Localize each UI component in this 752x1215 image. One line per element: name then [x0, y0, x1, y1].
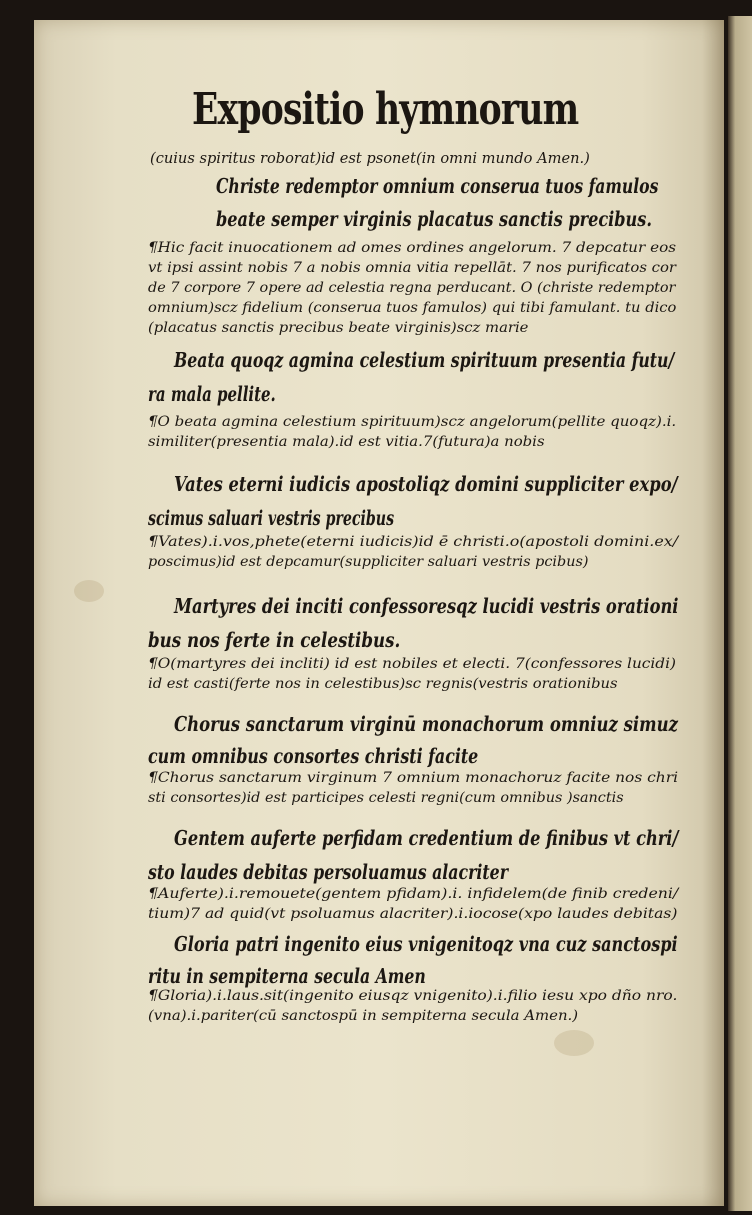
- page-fold-shadow: [702, 20, 724, 1206]
- verse-line: beate semper virginis placatus sanctis precibus.: [216, 207, 652, 231]
- page-title: Expositio hymnorum: [192, 84, 579, 135]
- gloss-line: ¶Gloria).i.laus.sit(ingenito eiusqz vnigenito).i.filio iesu xpo dño nro.: [148, 988, 678, 1004]
- subtitle-line: (cuius spiritus roborat)id est psonet(in omni mundo Amen.): [150, 149, 590, 167]
- paper-stain: [74, 580, 104, 602]
- verse-line: Christe redemptor omnium conserua tuos famulos: [216, 174, 659, 198]
- verse-line: sto laudes debitas persoluamus alacriter: [148, 860, 509, 884]
- gloss-line: poscimus)id est depcamur(suppliciter saluari vestris pcibus): [148, 554, 589, 570]
- gloss-line: tium)7 ad quid(vt psoluamus alacriter).i.iocose(xpo laudes debitas): [148, 906, 678, 922]
- verse-line: ritu in sempiterna secula Amen: [148, 964, 426, 988]
- verse-line: Beata quoqz agmina celestium spirituum presentia futu/: [174, 348, 675, 372]
- gloss-line: sti consortes)id est participes celesti regni(cum omnibus )sanctis: [148, 790, 624, 806]
- verse-line: bus nos ferte in celestibus.: [148, 628, 401, 652]
- verse-line: ra mala pellite.: [148, 382, 276, 406]
- gloss-line: ¶O(martyres dei incliti) id est nobiles et electi. 7(confessores lucidi): [148, 656, 676, 672]
- gloss-line: (vna).i.pariter(cū sanctospū in sempiterna secula Amen.): [148, 1008, 579, 1024]
- gloss-line: ¶O beata agmina celestium spirituum)scz angelorum(pellite quoqz).i.: [148, 414, 677, 430]
- gloss-line: ¶Chorus sanctarum virginum 7 omnium monachoruz facite nos chri: [148, 770, 679, 786]
- gloss-line: ¶Auferte).i.remouete(gentem pfidam).i. infidelem(de finib credeni/: [148, 886, 679, 902]
- gloss-line: id est casti(ferte nos in celestibus)sc regnis(vestris orationibus: [148, 676, 618, 692]
- verse-line: Gentem auferte perfidam credentium de finibus vt chri/: [174, 826, 679, 850]
- verse-line: Vates eterni iudicis apostoliqz domini suppliciter expo/: [174, 472, 678, 496]
- paper-stain: [554, 1030, 594, 1056]
- gloss-line: (placatus sanctis precibus beate virginis)scz marie: [148, 320, 529, 336]
- gloss-line: similiter(presentia mala).id est vitia.7(futura)a nobis: [148, 434, 545, 450]
- gloss-line: ¶Hic facit inuocationem ad omes ordines angelorum. 7 depcatur eos: [148, 240, 677, 256]
- gloss-line: de 7 corpore 7 opere ad celestia regna perducant. O (christe redemptor: [148, 280, 676, 296]
- verse-line: scimus saluari vestris precibus: [148, 506, 395, 530]
- gloss-line: ¶Vates).i.vos,phete(eterni iudicis)id ē christi.o(apostoli domini.ex/: [148, 534, 679, 550]
- gloss-line: vt ipsi assint nobis 7 a nobis omnia vitia repellāt. 7 nos purificatos cor: [148, 260, 677, 276]
- verse-line: Martyres dei inciti confessoresqz lucidi vestris orationi: [174, 594, 679, 618]
- verse-line: cum omnibus consortes christi facite: [148, 744, 479, 768]
- adjacent-page-edge: [728, 16, 752, 1211]
- verse-line: Gloria patri ingenito eius vnigenitoqz vna cuz sanctospi: [174, 932, 678, 956]
- verse-line: Chorus sanctarum virginū monachorum omniuz simuz: [174, 712, 678, 736]
- gloss-line: omnium)scz fidelium (conserua tuos famulos) qui tibi famulant. tu dico: [148, 300, 677, 316]
